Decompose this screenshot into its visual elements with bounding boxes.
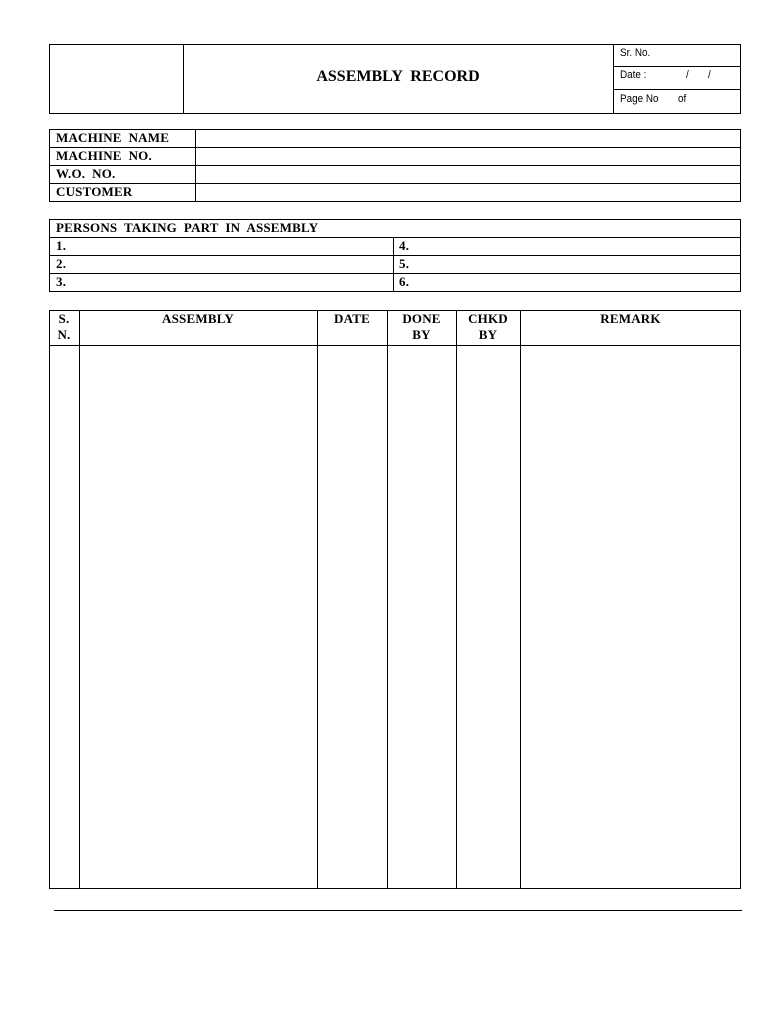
machine-no-value[interactable]: [200, 148, 735, 164]
header-meta-row-line-2: [613, 89, 741, 90]
header-meta-row-line-1: [613, 66, 741, 67]
persons-row-line-3: [49, 273, 741, 274]
footer-rule: [54, 910, 742, 911]
header-sn-line-2: N.: [57, 327, 71, 342]
machine-no-label: MACHINE NO.: [56, 148, 152, 163]
header-done-by-line-2: BY: [412, 327, 431, 342]
wo-no-value[interactable]: [200, 166, 735, 182]
wo-no-label: W.O. NO.: [56, 166, 116, 181]
header-chkd-by-line-1: CHKD: [468, 311, 508, 326]
header-sn-line-1: S.: [58, 311, 70, 326]
person-1-label: 1.: [56, 238, 67, 253]
header-date-line-1: DATE: [334, 311, 370, 326]
machine-name-value[interactable]: [200, 130, 735, 146]
date-separator-2: /: [708, 69, 711, 81]
date-separator-1: /: [686, 69, 689, 81]
person-6-label: 6.: [399, 274, 410, 289]
persons-row-line-2: [49, 255, 741, 256]
person-2-label: 2.: [56, 256, 67, 271]
person-3-label: 3.: [56, 274, 67, 289]
header-assembly-line-1: ASSEMBLY: [162, 311, 234, 326]
customer-value[interactable]: [200, 184, 735, 200]
header-assembly: [79, 311, 317, 327]
persons-heading: PERSONS TAKING PART IN ASSEMBLY: [56, 220, 319, 235]
header-meta-divider: [613, 44, 614, 114]
assembly-table-body[interactable]: [50, 346, 740, 888]
header-done-by: [387, 311, 456, 343]
person-4-label: 4.: [399, 238, 410, 253]
page-of-label: of: [678, 93, 687, 105]
header-done-by-line-1: DONE: [402, 311, 441, 326]
persons-column-divider: [393, 237, 394, 292]
header-chkd-by-line-2: BY: [478, 327, 498, 342]
page-title: ASSEMBLY RECORD: [316, 68, 480, 85]
date-label: Date :: [620, 69, 647, 81]
person-5-label: 5.: [399, 256, 410, 271]
header-remark-line-1: REMARK: [600, 311, 661, 326]
header-chkd-by: [456, 311, 520, 343]
header-remark: [520, 311, 741, 327]
header-date: [317, 311, 387, 327]
persons-row-line-1: [49, 237, 741, 238]
machine-name-label: MACHINE NAME: [56, 130, 170, 145]
header-sn: [49, 311, 79, 343]
page-no-label: Page No: [620, 93, 659, 105]
sr-no-label: Sr. No.: [620, 47, 651, 59]
customer-label: CUSTOMER: [56, 184, 133, 199]
